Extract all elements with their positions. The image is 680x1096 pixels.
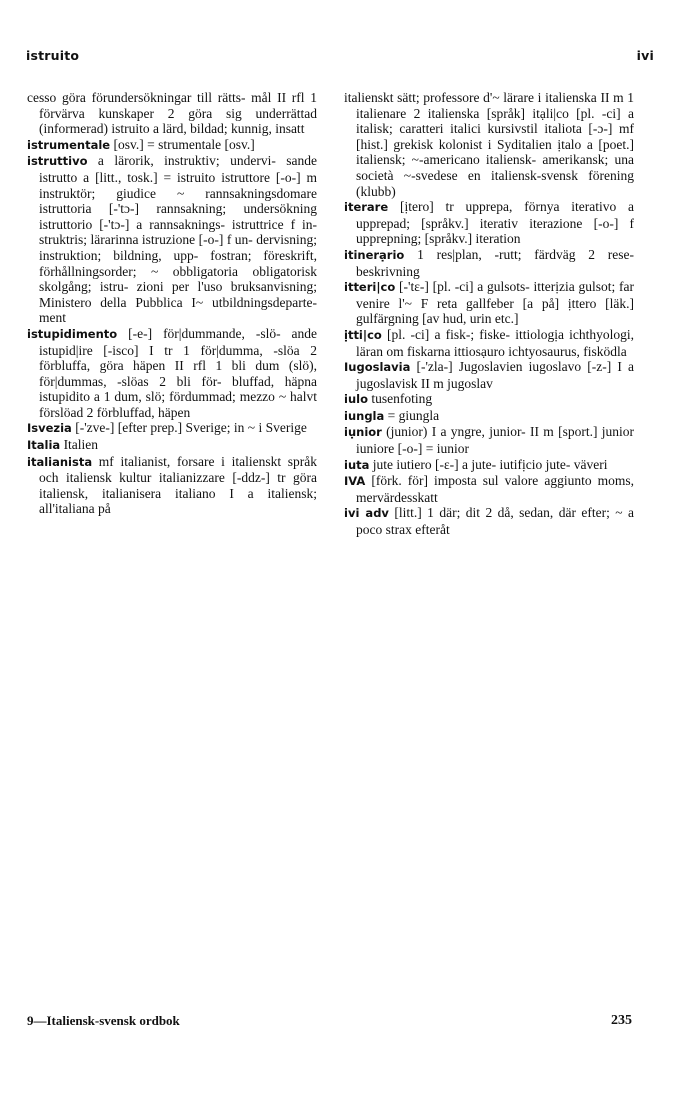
entry: istruttivo a lärorik, instruktiv; undervi- sande istrutto a [litt., tosk.] = istruito istruttore [-o-] m instruktör; giudice ~ rannsakningsdomare istruttoria [-'tɔ-] rannsakning; undersökning istruttorio [-'tɔ-] a rannsaknings- istruttrice f in- struktris; lärarinna istruzione [-o-] f un- dervisning; instruktion; bildning, upp- fostran; föreskrift, förhållningsorder; ~ obbligatoria obligatorisk skolgång; istru- zioni per l'uso bruksanvisning; Ministero della Pubblica I~ utbildningsdeparte- ment	[27, 153, 317, 326]
entry: itteri|co [-'tɛ-] [pl. -ci] a gulsots- itterịzia gulsot; far venire l'~ F reta gallfeber [a på] ịttero [läk.] gulfärgning [av hud, urin etc.]	[344, 279, 635, 327]
entry-continuation: cesso göra förundersökningar till rätts- mål II rfl 1 förvärva kunskaper 2 göra sig underrättad (informerad) istruito a lärd, bildad; kunnig, insatt	[27, 90, 317, 137]
headword: istrumentale	[27, 137, 111, 152]
page-number: 235	[611, 1013, 632, 1028]
entry: ịtti|co [pl. -ci] a fisk-; fiske- ittiologịa ichthyologi, läran om fiskarna ittiosạuro ichtyosaurus, fisködla	[344, 326, 635, 359]
headword: istupidimento	[27, 326, 118, 341]
headword: ịtti|co	[344, 327, 382, 342]
headword: iulo	[344, 392, 368, 407]
entry: iterare [ịtero] tr upprepa, förnya iterativo a upprepad; [språkv.] iterativ iterazione [-o-] f upprepning; [språkv.] iteration	[344, 199, 635, 247]
entry: istrumentale [osv.] = strumentale [osv.]	[27, 136, 255, 152]
entry: iungla = giungla	[344, 407, 440, 423]
entry-continuation: italienskt sätt; professore d'~ lärare i italienska II m 1 italienare 2 italienska [språk] itạli|co [pl. -ci] a italisk; caratteri italici kursivstil italiota [-ɔ-] mf [hist.] grekisk kolonist i Syditalien ịtalo a [poet.] italiensk; ~-americano italiensk- amerikansk; una società ~-svedese en italiensk-svensk förening (klubb)	[344, 90, 634, 199]
entry: Isvezia [-'zve-] [efter prep.] Sverige; in ~ i Sverige	[27, 420, 307, 436]
headword: Iugoslavia	[344, 360, 411, 375]
entry: iuta jute iutiero [-ɛ-] a jute- iutifịcio jute- väveri	[344, 456, 608, 472]
entry: Iugoslavia [-'zla-] Jugoslavien iugoslavo [-z-] I a jugoslavisk II m jugoslav	[344, 359, 635, 391]
entry: itinerạrio 1 res|plan, -rutt; färdväg 2 rese- beskrivning	[344, 246, 634, 279]
headword: itteri|co	[344, 280, 396, 295]
headword: iụnior	[344, 425, 382, 440]
entry: Italia Italien	[27, 437, 99, 453]
right-guideword: ivi	[636, 48, 654, 63]
headword: itinerạrio	[344, 247, 405, 262]
headword: italianista	[27, 454, 93, 469]
left-column	[27, 90, 317, 517]
headword: iterare	[344, 200, 389, 215]
headword: Isvezia	[27, 421, 72, 436]
headword: IVA	[344, 474, 366, 489]
entry: istupidimento [-e-] för|dummande, -slö- ande istupid|ire [-isco] I tr 1 för|dumma, -slöa 2 förbluffa, göra häpen II rfl 1 bli dum (slö), för|dummas, -slöas 2 bli för- bluffad, häpna istupidito a 1 dum, slö; fördummad; mezzo ~ halvt förslöad 2 förbluffad, häpen	[27, 325, 317, 420]
left-guideword: istruito	[26, 48, 80, 63]
headword: ivi adv	[344, 506, 389, 521]
entry: italianista mf italianist, forsare i italienskt språk och italiensk kultur italianizzare [-ddz-] tr göra italiensk, italianisera italiano I a italiensk; all'italiana på	[27, 453, 317, 517]
headword: iuta	[344, 457, 370, 472]
right-column	[344, 90, 634, 538]
entry: IVA [förk. för] imposta sul valore aggiunto moms, mervärdesskatt	[344, 473, 634, 505]
entry: ivi adv [litt.] 1 där; dit 2 då, sedan, där efter; ~ a poco strax efteråt	[344, 505, 635, 538]
headword: istruttivo	[27, 154, 88, 169]
footer-signature: 9—Italiensk-svensk ordbok	[27, 1013, 180, 1028]
entry: iulo tusenfoting	[344, 391, 433, 407]
headword: Italia	[27, 438, 61, 453]
entry: iụnior (junior) I a yngre, junior- II m [sport.] junior iuniore [-o-] = iunior	[344, 424, 635, 457]
headword: iungla	[344, 408, 385, 423]
